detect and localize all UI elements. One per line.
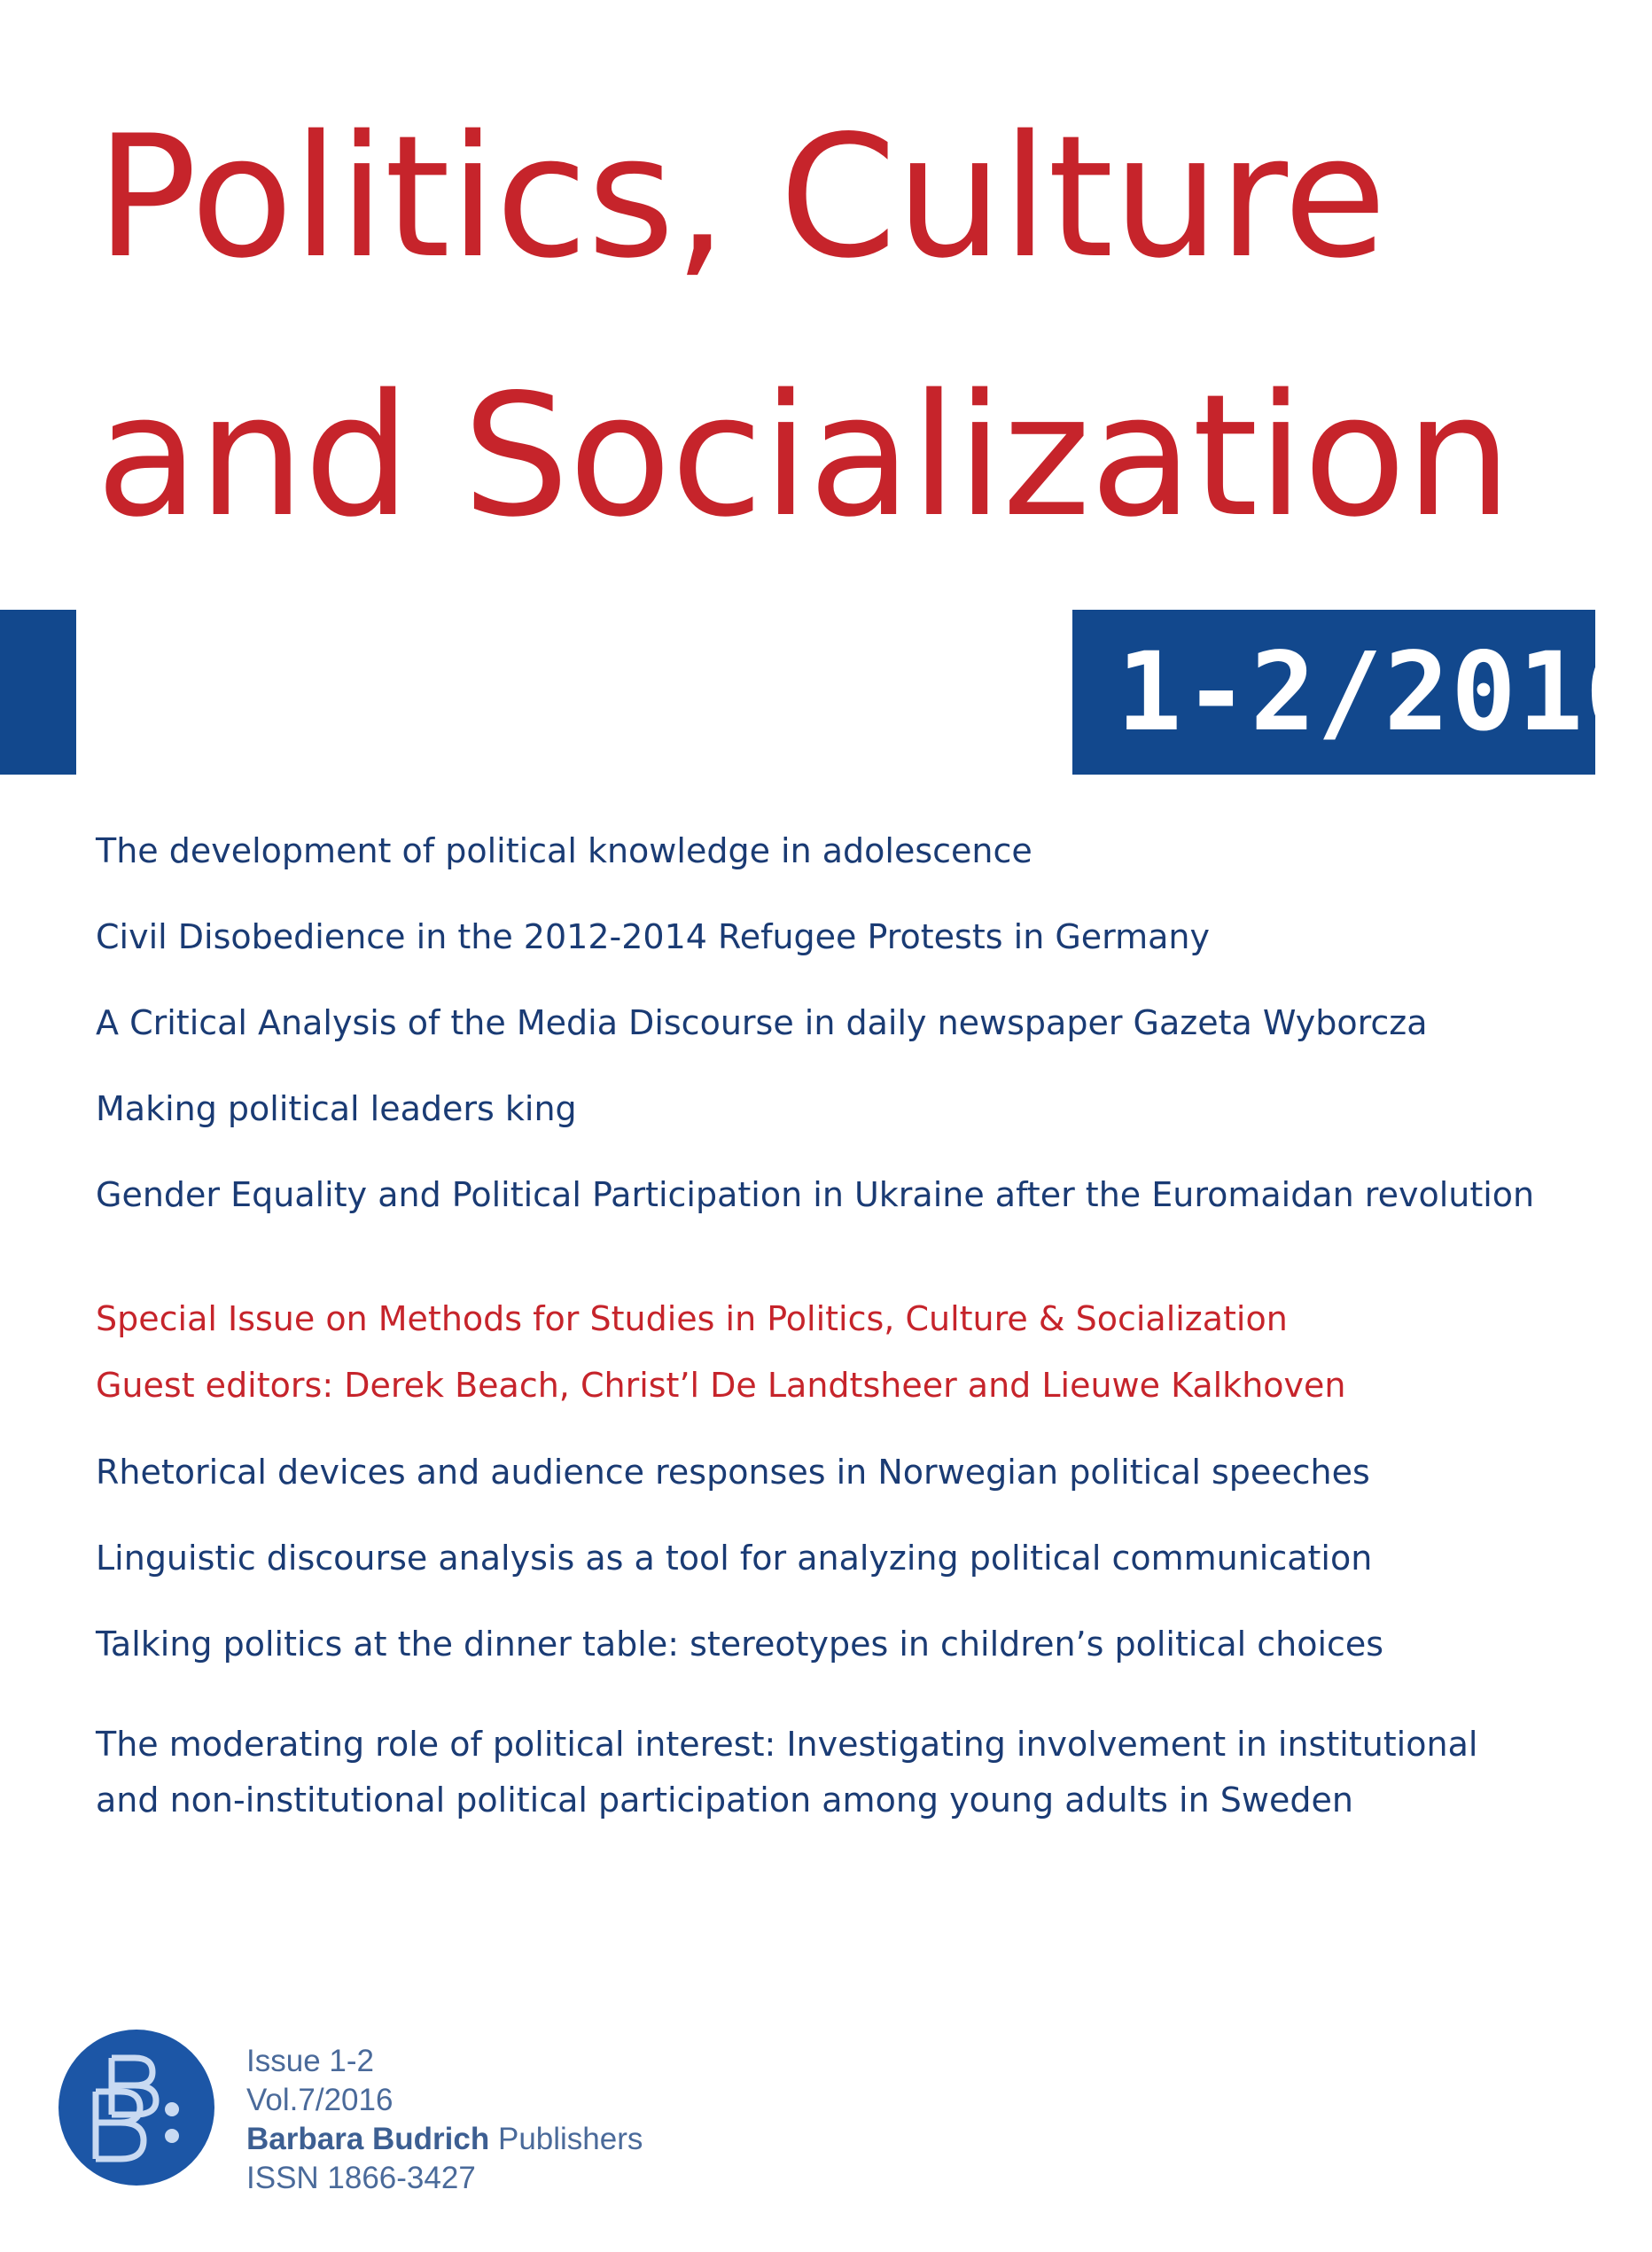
publisher-name: Barbara Budrich [246,2122,490,2156]
barbara-budrich-logo-icon [58,2030,214,2186]
article-title: Gender Equality and Political Participation in Ukraine after the Euromaidan revolution [96,1175,1535,1214]
publisher-line [246,2120,643,2159]
volume-label: Vol.7/2016 [246,2083,394,2117]
issn-label: ISSN 1866-3427 [246,2161,476,2195]
article-title: A Critical Analysis of the Media Discourse in daily newspaper Gazeta Wyborcza [96,1003,1428,1042]
article-title: Linguistic discourse analysis as a tool for analyzing political communication [96,1539,1373,1578]
issue-number-badge: 1-2/2016 [1072,610,1595,775]
journal-title-line-1: Politics, Culture [96,99,1386,295]
special-issue-heading: Special Issue on Methods for Studies in Politics, Culture & Socialization [96,1299,1288,1338]
article-title: The development of political knowledge in adolescence [96,831,1032,870]
decorative-blue-bar [0,610,76,775]
journal-title-line-2: and Socialization [96,358,1512,554]
article-title: The moderating role of political interest: Investigating involvement in institutional [96,1725,1478,1764]
publisher-suffix: Publishers [489,2122,643,2156]
guest-editors: Guest editors: Derek Beach, Christ’l De Landtsheer and Lieuwe Kalkhoven [96,1366,1346,1405]
article-title: Rhetorical devices and audience responses in Norwegian political speeches [96,1453,1370,1492]
imprint-block [246,2042,643,2198]
article-title: and non-institutional political participation among young adults in Sweden [96,1781,1353,1820]
article-title: Civil Disobedience in the 2012-2014 Refugee Protests in Germany [96,917,1211,956]
article-title: Talking politics at the dinner table: stereotypes in children’s political choices [96,1625,1384,1664]
issue-label: Issue 1-2 [246,2044,374,2078]
article-title: Making political leaders king [96,1089,577,1128]
